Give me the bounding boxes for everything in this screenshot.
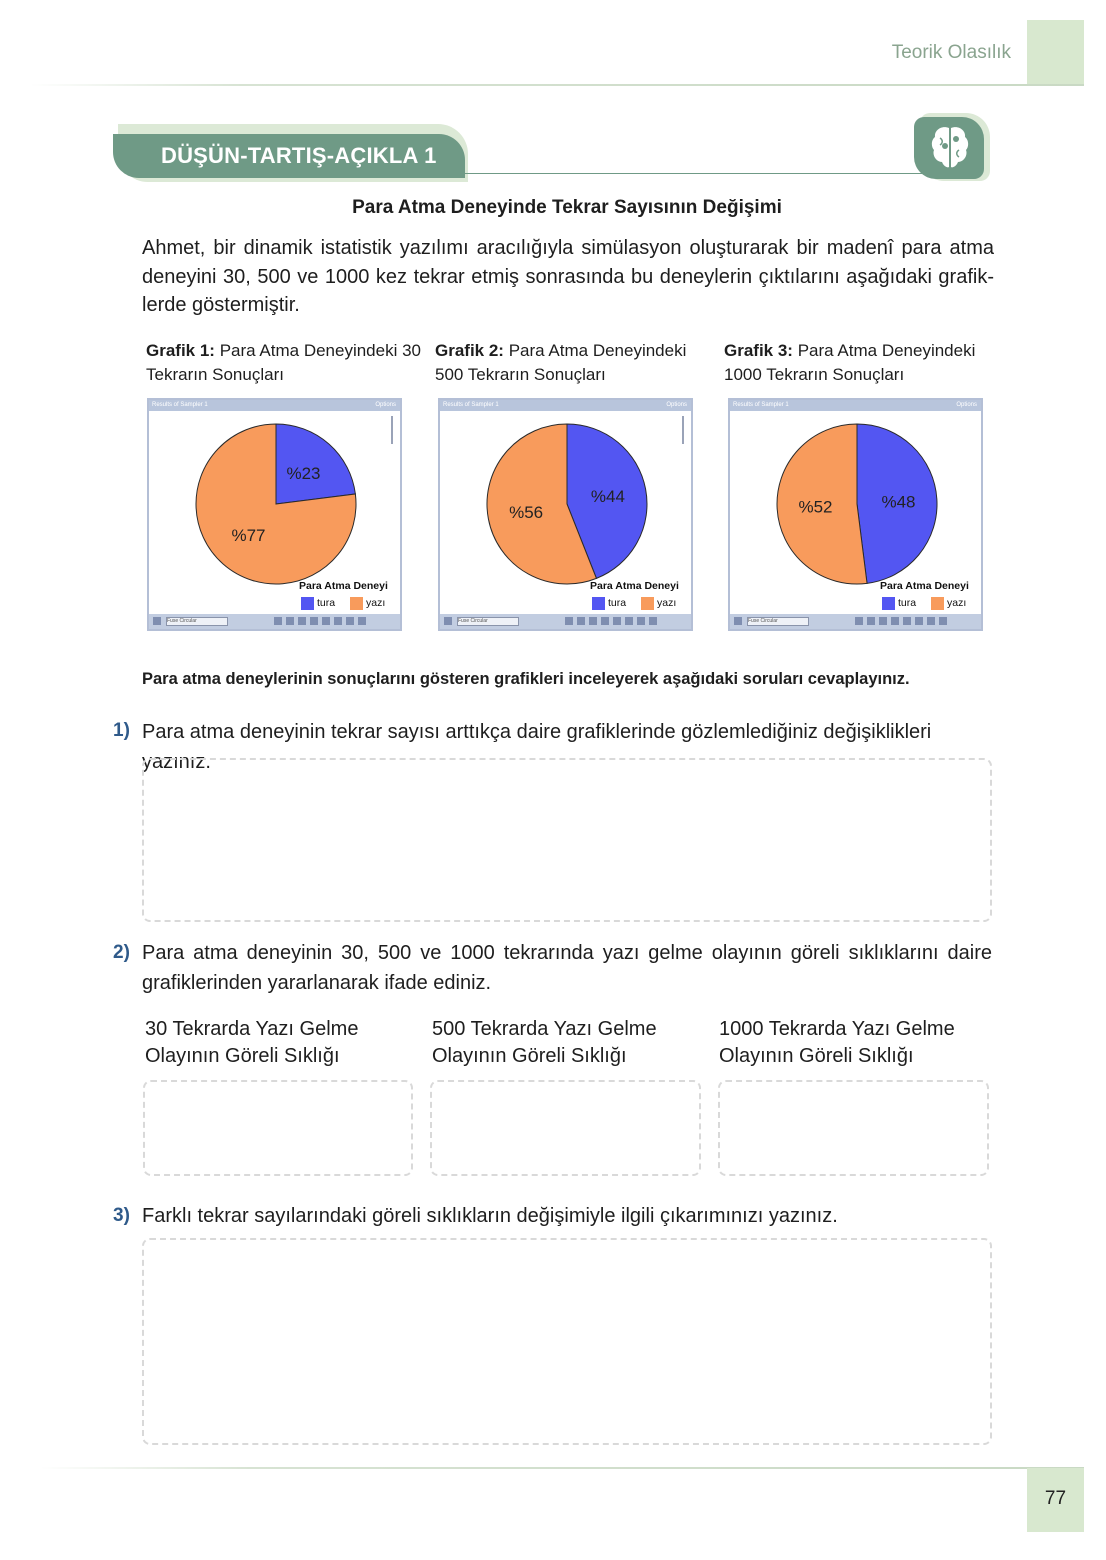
legend-swatch-tura	[592, 597, 605, 610]
pie-label-tura: %23	[286, 463, 321, 483]
activity-banner: DÜŞÜN-TARTIŞ-AÇIKLA 1	[113, 134, 465, 178]
tool-icon[interactable]	[867, 617, 875, 625]
question-text-2: Para atma deneyinin 30, 500 ve 1000 tekrarında yazı gelme olayının göreli sıklıklarını daire grafiklerinden yararlanarak ifade ediniz.	[142, 942, 992, 994]
chart-window-3	[728, 398, 983, 631]
legend-swatch-yazi	[931, 597, 944, 610]
answer-box-1000[interactable]	[718, 1080, 989, 1176]
chart-caption-2: Grafik 2: Para Atma Deneyindeki 500 Tekrarın Sonuçları	[435, 341, 687, 384]
tool-icon[interactable]	[927, 617, 935, 625]
answer-box-1[interactable]	[142, 758, 992, 922]
legend-label-tura: tura	[317, 597, 336, 609]
banner-underline	[465, 173, 935, 174]
header-color-block	[1027, 20, 1084, 84]
answer-box-3[interactable]	[142, 1238, 992, 1445]
legend-swatch-tura	[882, 597, 895, 610]
legend-swatch-yazi	[350, 597, 363, 610]
subanswer-label-500: 500 Tekrarda Yazı Gelme Olayının Göreli Sıklığı	[432, 1018, 657, 1067]
activity-title: Para Atma Deneyinde Tekrar Sayısının Değişimi	[352, 197, 782, 218]
tool-icon[interactable]	[310, 617, 318, 625]
legend-swatch-yazi	[641, 597, 654, 610]
tool-icon[interactable]	[891, 617, 899, 625]
tool-icon[interactable]	[855, 617, 863, 625]
tool-icon[interactable]	[903, 617, 911, 625]
question-number-3: 3)	[113, 1205, 130, 1226]
legend-title: Para Atma Deneyi	[880, 580, 969, 592]
page-number: 77	[1044, 1488, 1067, 1509]
refresh-icon[interactable]	[444, 617, 452, 625]
refresh-icon[interactable]	[153, 617, 161, 625]
pie-label-yazi: %77	[231, 526, 266, 546]
legend-title: Para Atma Deneyi	[590, 580, 679, 592]
pie-chart-1	[149, 400, 400, 629]
window-toolbar	[149, 614, 400, 629]
section-title: Teorik Olasılık	[891, 42, 1011, 63]
tool-icon[interactable]	[322, 617, 330, 625]
legend-label-tura: tura	[608, 597, 627, 609]
tool-icon[interactable]	[577, 617, 585, 625]
tool-icon[interactable]	[346, 617, 354, 625]
tool-icon[interactable]	[625, 617, 633, 625]
footer-divider	[40, 1467, 1084, 1469]
subanswer-label-1000: 1000 Tekrarda Yazı Gelme Olayının Göreli Sıklığı	[719, 1018, 955, 1067]
header-divider	[30, 84, 1084, 86]
mixer-select[interactable]: Fuse Circular	[747, 617, 809, 626]
tool-icon[interactable]	[565, 617, 573, 625]
tool-icon[interactable]	[589, 617, 597, 625]
tool-icon[interactable]	[286, 617, 294, 625]
question-number-2: 2)	[113, 942, 130, 963]
question-text-3: Farklı tekrar sayılarındaki göreli sıklıkların değişimiyle ilgili çıkarımınızı yazınız.	[142, 1205, 838, 1227]
window-titlebar: Results of Sampler 1 Options	[730, 400, 981, 411]
chart-window-1	[147, 398, 402, 631]
refresh-icon[interactable]	[734, 617, 742, 625]
question-number-1: 1)	[113, 720, 130, 741]
tool-icon[interactable]	[649, 617, 657, 625]
chart-caption-1: Grafik 1: Para Atma Deneyindeki 30 Tekrarın Sonuçları	[146, 341, 422, 384]
question-text-1: Para atma deneyinin tekrar sayısı arttıkça daire grafiklerinde gözlemlediğiniz değişiklikleri yazınız.	[142, 721, 932, 773]
legend-title: Para Atma Deneyi	[299, 580, 388, 592]
window-toolbar	[440, 614, 691, 629]
tool-icon[interactable]	[334, 617, 342, 625]
tool-icon[interactable]	[613, 617, 621, 625]
window-titlebar: Results of Sampler 1 Options	[440, 400, 691, 411]
window-titlebar: Results of Sampler 1 Options	[149, 400, 400, 411]
window-toolbar	[730, 614, 981, 629]
answer-box-30[interactable]	[143, 1080, 413, 1176]
intro-paragraph: Ahmet, bir dinamik istatistik yazılımı aracılığıyla simülasyon oluşturarak bir madenî para atma deneyini 30, 500 ve 1000 kez tekrar etmiş sonrasında bu deneylerin çıktılarını aşağıdaki grafik-lerde göstermiştir.	[142, 237, 994, 316]
legend-label-yazi: yazı	[947, 597, 967, 609]
pie-chart-3	[730, 400, 981, 629]
chart-window-2	[438, 398, 693, 631]
legend-label-tura: tura	[898, 597, 917, 609]
pie-label-yazi: %52	[798, 497, 833, 517]
pie-chart-2	[440, 400, 691, 629]
pie-label-yazi: %56	[509, 502, 544, 522]
tool-icon[interactable]	[939, 617, 947, 625]
tool-icon[interactable]	[879, 617, 887, 625]
chart-caption-3: Grafik 3: Para Atma Deneyindeki 1000 Tekrarın Sonuçları	[724, 341, 976, 384]
tool-icon[interactable]	[274, 617, 282, 625]
tool-icon[interactable]	[601, 617, 609, 625]
pie-label-tura: %44	[590, 487, 625, 507]
instruction: Para atma deneylerinin sonuçlarını gösteren grafikleri inceleyerek aşağıdaki soruları cevaplayınız.	[142, 670, 910, 688]
legend-label-yazi: yazı	[366, 597, 386, 609]
tool-icon[interactable]	[298, 617, 306, 625]
pie-label-tura: %48	[881, 492, 916, 512]
tool-icon[interactable]	[358, 617, 366, 625]
legend-label-yazi: yazı	[657, 597, 677, 609]
tool-icon[interactable]	[637, 617, 645, 625]
brain-puzzle-icon	[928, 122, 972, 174]
answer-box-500[interactable]	[430, 1080, 701, 1176]
subanswer-label-30: 30 Tekrarda Yazı Gelme Olayının Göreli Sıklığı	[145, 1018, 359, 1067]
tool-icon[interactable]	[915, 617, 923, 625]
legend-swatch-tura	[301, 597, 314, 610]
mixer-select[interactable]: Fuse Circular	[457, 617, 519, 626]
mixer-select[interactable]: Fuse Circular	[166, 617, 228, 626]
